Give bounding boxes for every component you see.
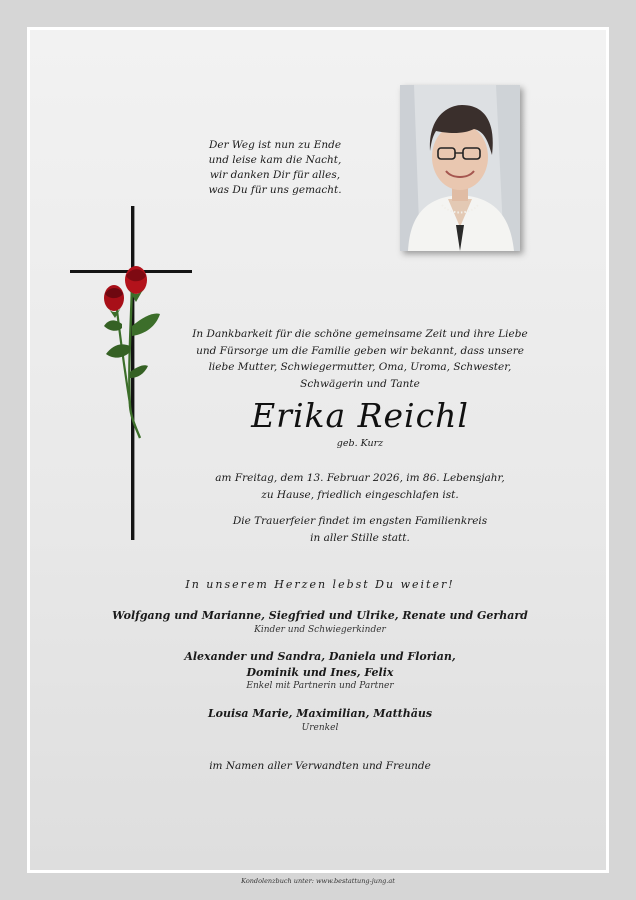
intro-line: Schwägerin und Tante xyxy=(300,377,420,390)
mourner-relation: Urenkel xyxy=(301,722,339,733)
intro-line: und Fürsorge um die Familie geben wir bekannt, dass unsere xyxy=(196,344,524,357)
portrait-photo xyxy=(400,85,520,251)
poem-line: was Du für uns gemacht. xyxy=(208,184,342,196)
poem xyxy=(180,138,370,198)
maiden-name: geb. Kurz xyxy=(336,438,384,449)
mourner-group-children xyxy=(60,608,580,637)
death-notice xyxy=(160,470,560,503)
mourner-names-line: Louisa Marie, Maximilian, Matthäus xyxy=(207,707,433,720)
mourner-relation: Kinder und Schwiegerkinder xyxy=(254,624,386,635)
mourner-relation: Enkel mit Partnerin und Partner xyxy=(246,681,394,691)
mourner-names-line: Alexander und Sandra, Daniela und Florian, xyxy=(184,650,456,663)
death-line: zu Hause, friedlich eingeschlafen ist. xyxy=(261,488,459,501)
ceremony-line: in aller Stille statt. xyxy=(310,531,410,544)
poem-line: wir danken Dir für alles, xyxy=(209,169,341,181)
mourner-names xyxy=(60,649,580,680)
poem-line: und leise kam die Nacht, xyxy=(208,154,342,166)
ceremony-line: Die Trauerfeier findet im engsten Familienkreis xyxy=(232,515,488,527)
motto: In unserem Herzen lebst Du weiter! xyxy=(185,578,455,591)
mourner-group-grandchildren xyxy=(60,649,580,693)
condolence-link[interactable]: Kondolenzbuch unter: www.bestattung-jung.at xyxy=(241,877,395,885)
mourner-group-great-grandchildren xyxy=(60,706,580,735)
mourner-names-line: Dominik und Ines, Felix xyxy=(246,665,394,679)
obituary-card xyxy=(27,27,609,873)
mourner-names-line: Wolfgang und Marianne, Siegfried und Ulrike, Renate und Gerhard xyxy=(112,609,528,622)
intro-text xyxy=(160,326,560,392)
intro-line: liebe Mutter, Schwiegermutter, Oma, Uroma, Schwester, xyxy=(208,361,512,373)
mourner-names xyxy=(60,608,580,624)
portrait-illustration xyxy=(400,85,520,251)
intro-line: In Dankbarkeit für die schöne gemeinsame Zeit und ihre Liebe xyxy=(192,328,528,340)
mourner-names xyxy=(60,706,580,722)
ceremony-notice xyxy=(160,513,560,546)
death-line: am Freitag, dem 13. Februar 2026, im 86. Lebensjahr, xyxy=(215,472,505,484)
deceased-name: Erika Reichl xyxy=(251,396,469,435)
poem-line: Der Weg ist nun zu Ende xyxy=(208,139,342,151)
closing-line: im Namen aller Verwandten und Freunde xyxy=(209,760,431,772)
